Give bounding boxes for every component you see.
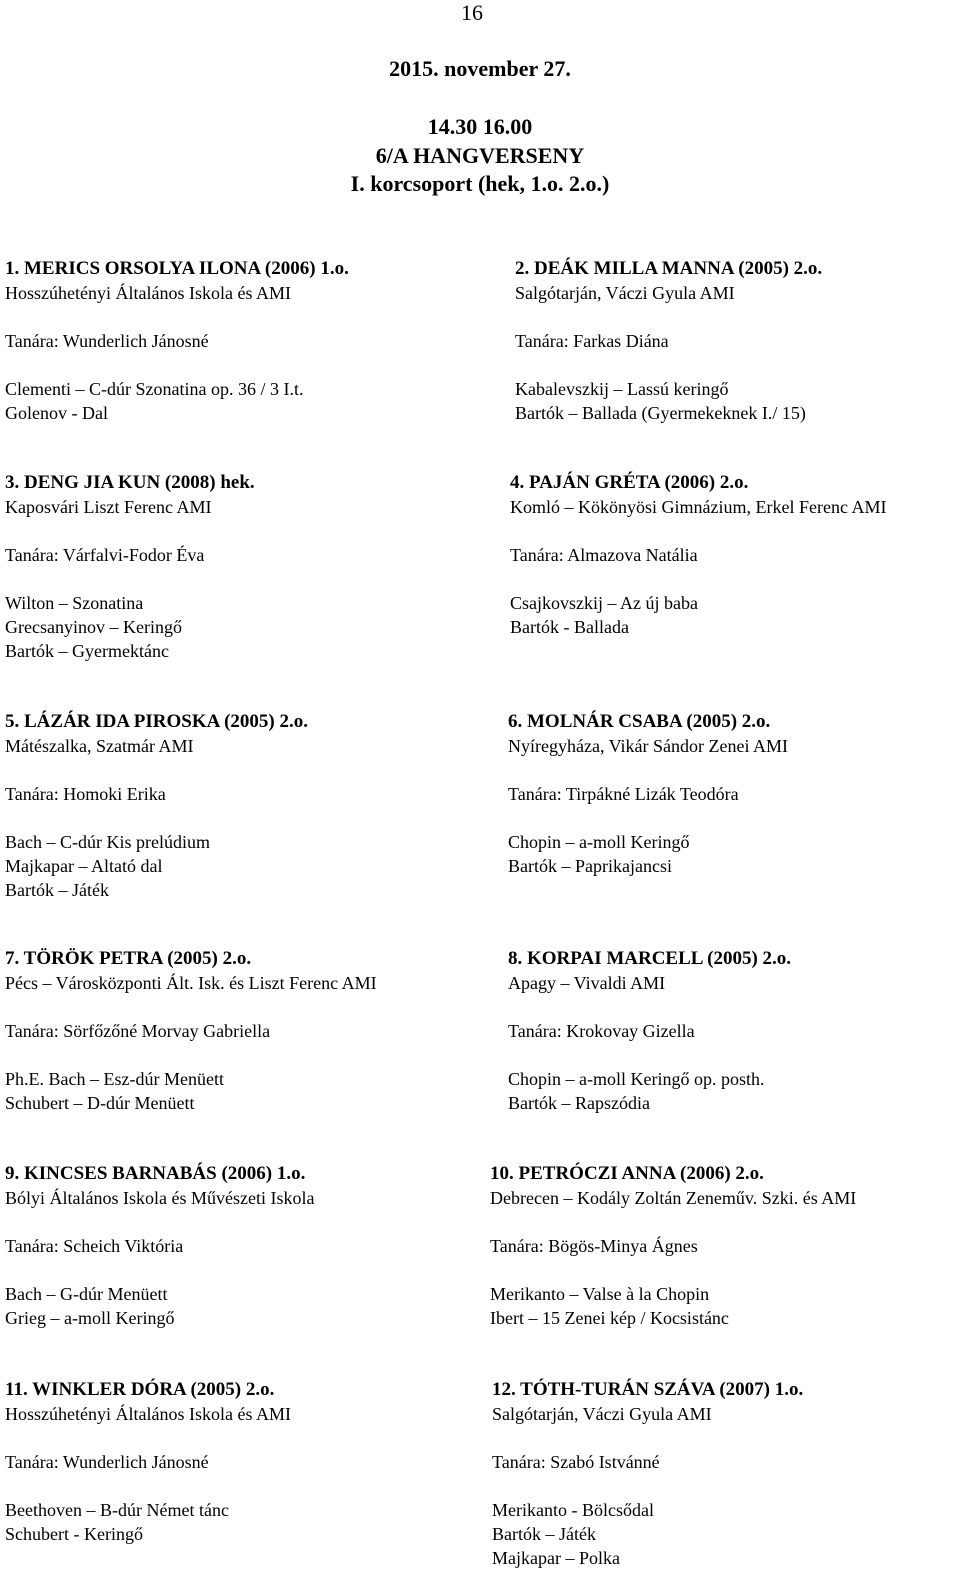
student-name: 11. WINKLER DÓRA (2005) 2.o. bbox=[5, 1379, 275, 1400]
school-name: Salgótarján, Váczi Gyula AMI bbox=[515, 283, 735, 303]
piece-title: Csajkovszkij – Az új baba bbox=[510, 593, 698, 613]
school-name: Pécs – Városközponti Ált. Isk. és Liszt Ferenc AMI bbox=[5, 973, 377, 993]
school-name: Bólyi Általános Iskola és Művészeti Iskola bbox=[5, 1188, 315, 1208]
time-heading: 14.30 16.00 bbox=[427, 114, 533, 139]
concert-heading: 6/A HANGVERSENY bbox=[375, 143, 585, 168]
piece-title: Ibert – 15 Zenei kép / Kocsistánc bbox=[490, 1308, 729, 1328]
school-name: Hosszúhetényi Általános Iskola és AMI bbox=[5, 1404, 291, 1424]
school-name: Kaposvári Liszt Ferenc AMI bbox=[5, 497, 212, 517]
piece-title: Beethoven – B-dúr Német tánc bbox=[5, 1500, 229, 1520]
school-name: Komló – Kökönyösi Gimnázium, Erkel Ferenc AMI bbox=[510, 497, 887, 517]
piece-title: Bartók – Játék bbox=[5, 880, 109, 900]
student-name: 1. MERICS ORSOLYA ILONA (2006) 1.o. bbox=[5, 258, 349, 279]
date-heading: 2015. november 27. bbox=[389, 56, 571, 81]
group-heading: I. korcsoport (hek, 1.o. 2.o.) bbox=[350, 171, 610, 196]
teacher-name: Tanára: Wunderlich Jánosné bbox=[5, 1452, 209, 1472]
piece-title: Majkapar – Polka bbox=[492, 1548, 620, 1568]
teacher-name: Tanára: Wunderlich Jánosné bbox=[5, 331, 209, 351]
student-name: 4. PAJÁN GRÉTA (2006) 2.o. bbox=[510, 472, 749, 493]
piece-title: Schubert – D-dúr Menüett bbox=[5, 1093, 195, 1113]
school-name: Mátészalka, Szatmár AMI bbox=[5, 736, 194, 756]
teacher-name: Tanára: Sörfőzőné Morvay Gabriella bbox=[5, 1021, 271, 1041]
student-name: 7. TÖRÖK PETRA (2005) 2.o. bbox=[5, 948, 252, 969]
piece-title: Schubert - Keringő bbox=[5, 1524, 143, 1544]
piece-title: Bartók – Gyermektánc bbox=[5, 641, 169, 661]
piece-title: Chopin – a-moll Keringő bbox=[508, 832, 690, 852]
teacher-name: Tanára: Tirpákné Lizák Teodóra bbox=[508, 784, 739, 804]
school-name: Apagy – Vivaldi AMI bbox=[508, 973, 666, 993]
piece-title: Wilton – Szonatina bbox=[5, 593, 144, 613]
school-name: Nyíregyháza, Vikár Sándor Zenei AMI bbox=[508, 736, 789, 756]
student-name: 9. KINCSES BARNABÁS (2006) 1.o. bbox=[5, 1163, 306, 1184]
teacher-name: Tanára: Homoki Erika bbox=[5, 784, 166, 804]
piece-title: Bach – G-dúr Menüett bbox=[5, 1284, 168, 1304]
piece-title: Clementi – C-dúr Szonatina op. 36 / 3 I.t. bbox=[5, 379, 304, 399]
piece-title: Kabalevszkij – Lassú keringő bbox=[515, 379, 729, 399]
student-name: 8. KORPAI MARCELL (2005) 2.o. bbox=[508, 948, 792, 969]
piece-title: Merikanto - Bölcsődal bbox=[492, 1500, 654, 1520]
student-name: 10. PETRÓCZI ANNA (2006) 2.o. bbox=[490, 1163, 764, 1184]
school-name: Debrecen – Kodály Zoltán Zeneműv. Szki. és AMI bbox=[490, 1188, 857, 1208]
teacher-name: Tanára: Almazova Natália bbox=[510, 545, 698, 565]
student-name: 6. MOLNÁR CSABA (2005) 2.o. bbox=[508, 711, 771, 732]
piece-title: Merikanto – Valse à la Chopin bbox=[490, 1284, 710, 1304]
piece-title: Grieg – a-moll Keringő bbox=[5, 1308, 175, 1328]
piece-title: Bartók – Ballada (Gyermekeknek I./ 15) bbox=[515, 403, 806, 423]
piece-title: Bartók – Játék bbox=[492, 1524, 596, 1544]
teacher-name: Tanára: Krokovay Gizella bbox=[508, 1021, 695, 1041]
piece-title: Bach – C-dúr Kis prelúdium bbox=[5, 832, 210, 852]
student-name: 3. DENG JIA KUN (2008) hek. bbox=[5, 472, 255, 493]
teacher-name: Tanára: Bögös-Minya Ágnes bbox=[490, 1236, 698, 1256]
piece-title: Bartók – Paprikajancsi bbox=[508, 856, 672, 876]
piece-title: Golenov - Dal bbox=[5, 403, 108, 423]
teacher-name: Tanára: Várfalvi-Fodor Éva bbox=[5, 545, 205, 565]
student-name: 2. DEÁK MILLA MANNA (2005) 2.o. bbox=[515, 258, 823, 279]
student-name: 12. TÓTH-TURÁN SZÁVA (2007) 1.o. bbox=[492, 1379, 804, 1400]
piece-title: Bartók – Rapszódia bbox=[508, 1093, 650, 1113]
teacher-name: Tanára: Scheich Viktória bbox=[5, 1236, 184, 1256]
piece-title: Chopin – a-moll Keringő op. posth. bbox=[508, 1069, 765, 1089]
piece-title: Majkapar – Altató dal bbox=[5, 856, 163, 876]
piece-title: Bartók - Ballada bbox=[510, 617, 629, 637]
piece-title: Ph.E. Bach – Esz-dúr Menüett bbox=[5, 1069, 224, 1089]
school-name: Salgótarján, Váczi Gyula AMI bbox=[492, 1404, 712, 1424]
student-name: 5. LÁZÁR IDA PIROSKA (2005) 2.o. bbox=[5, 711, 308, 732]
page-number: 16 bbox=[461, 0, 483, 25]
piece-title: Grecsanyinov – Keringő bbox=[5, 617, 182, 637]
teacher-name: Tanára: Szabó Istvánné bbox=[492, 1452, 660, 1472]
school-name: Hosszúhetényi Általános Iskola és AMI bbox=[5, 283, 291, 303]
teacher-name: Tanára: Farkas Diána bbox=[515, 331, 669, 351]
